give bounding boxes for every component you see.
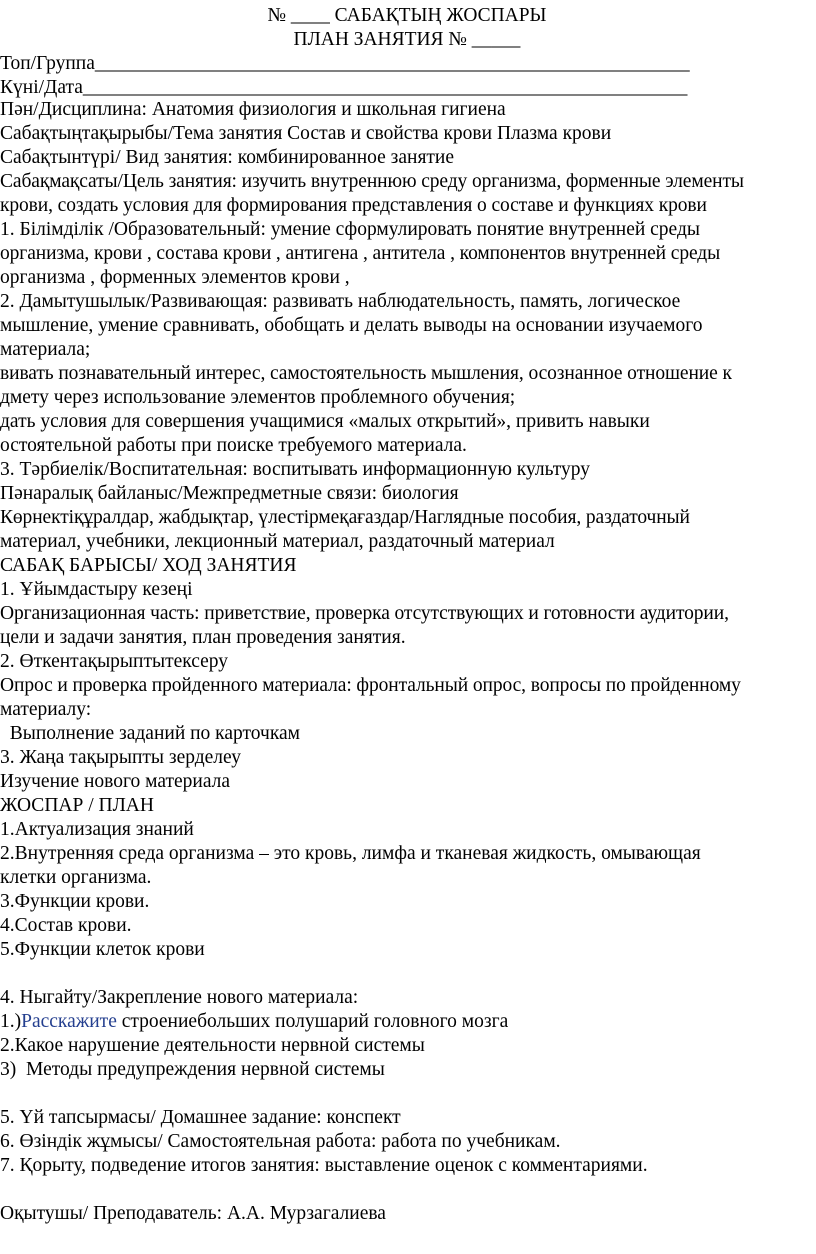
stage-1-title: 1. Ұйымдастыру кезеңі: [0, 579, 193, 600]
question-1-highlight: Расскажите: [21, 1011, 117, 1032]
developmental-objective-1: 2. Дамытушылык/Развивающая: развивать наблюдательность, память, логическое: [0, 291, 681, 312]
goal-line-2: крови, создать условия для формирования представления о составе и функциях крови: [0, 195, 707, 216]
topic-line: Сабақтыңтақырыбы/Тема занятия Состав и свойства крови Плазма крови: [0, 123, 612, 144]
developmental-objective-4: вивать познавательный интерес, самостоятельность мышления, осознанное отношение к: [0, 363, 732, 384]
developmental-objective-6: дать условия для совершения учащимися «малых открытий», привить навыки: [0, 411, 650, 432]
lesson-type-line: Сабақтынтүрі/ Вид занятия: комбинированное занятие: [0, 147, 455, 168]
plan-item-5: 5.Функции клеток крови: [0, 939, 205, 960]
plan-item-3: 3.Функции крови.: [0, 891, 150, 912]
developmental-objective-2: мышление, умение сравнивать, обобщать и делать выводы на основании изучаемого: [0, 315, 703, 336]
plan-item-1: 1.Актуализация знаний: [0, 819, 194, 840]
developmental-objective-3: материала;: [0, 339, 91, 360]
stage-2-text-3: Выполнение заданий по карточкам: [0, 723, 301, 744]
interdisciplinary-links: Пәнаралық байланыс/Межпредметные связи: биология: [0, 483, 459, 504]
date-field: Күні/Дата______________________________________________________________: [0, 77, 688, 98]
summary-line: 7. Қорыту, подведение итогов занятия: выставление оценок с комментариями.: [0, 1155, 648, 1176]
title-russian: ПЛАН ЗАНЯТИЯ № _____: [293, 29, 521, 50]
question-1: [0, 1010, 508, 1034]
question-1-number: 1.): [0, 1011, 22, 1032]
upbringing-objective: 3. Тәрбиелік/Воспитательная: воспитывать информационную культуру: [0, 459, 591, 480]
stage-4-title: 4. Ныгайту/Закрепление нового материала:: [0, 987, 359, 1008]
plan-item-2a: 2.Внутренняя среда организма – это кровь, лимфа и тканевая жидкость, омывающая: [0, 843, 701, 864]
stage-3-text: Изучение нового материала: [0, 771, 231, 792]
question-1-text: строениебольших полушарий головного мозга: [116, 1011, 509, 1032]
educational-objective-2: организма, крови , состава крови , антигена , антитела , компонентов внутренней среды: [0, 243, 721, 264]
homework-line: 5. Үй тапсырмасы/ Домашнее задание: конспект: [0, 1107, 401, 1128]
stage-2-text-1: Опрос и проверка пройденного материала: фронтальный опрос, вопросы по пройденному: [0, 675, 741, 696]
educational-objective-1: 1. Білімділік /Образовательный: умение сформулировать понятие внутренней среды: [0, 219, 700, 240]
stage-2-title: 2. Өткентақырыптытексеру: [0, 651, 229, 672]
question-3: 3) Методы предупреждения нервной системы: [0, 1059, 385, 1080]
stage-3-title: 3. Жаңа тақырыпты зерделеу: [0, 747, 241, 768]
teacher-signature-line: Оқытушы/ Преподаватель: А.А. Мурзагалиева: [0, 1203, 386, 1224]
discipline-line: Пән/Дисциплина: Анатомия физиология и школьная гигиена: [0, 99, 506, 120]
independent-work-line: 6. Өзіндік жұмысы/ Самостоятельная работа: работа по учебникам.: [0, 1131, 561, 1152]
question-2: 2.Какое нарушение деятельности нервной системы: [0, 1035, 425, 1056]
course-heading: САБАҚ БАРЫСЫ/ ХОД ЗАНЯТИЯ: [0, 555, 297, 576]
visual-aids-line-1: Көрнектіқұралдар, жабдықтар, үлестірмеқағаздар/Наглядные пособия, раздаточный: [0, 507, 690, 528]
plan-title: ЖОСПАР / ПЛАН: [0, 795, 154, 816]
title-kazakh: № ____ САБАҚТЫҢ ЖОСПАРЫ: [267, 5, 547, 26]
group-field: Топ/Группа_____________________________________________________________: [0, 53, 690, 74]
plan-item-4: 4.Состав крови.: [0, 915, 132, 936]
developmental-objective-5: дмету через использование элементов проблемного обучения;: [0, 387, 516, 408]
stage-1-text-2: цели и задачи занятия, план проведения занятия.: [0, 627, 406, 648]
plan-item-2b: клетки организма.: [0, 867, 152, 888]
educational-objective-3: организма , форменных элементов крови ,: [0, 267, 350, 288]
stage-2-text-2: материалу:: [0, 699, 92, 720]
visual-aids-line-2: материал, учебники, лекционный материал, раздаточный материал: [0, 531, 555, 552]
developmental-objective-7: остоятельной работы при поиске требуемого материала.: [0, 435, 467, 456]
stage-1-text-1: Организационная часть: приветствие, проверка отсутствующих и готовности аудитории,: [0, 603, 729, 624]
goal-line-1: Сабақмақсаты/Цель занятия: изучить внутреннюю среду организма, форменные элементы: [0, 171, 744, 192]
